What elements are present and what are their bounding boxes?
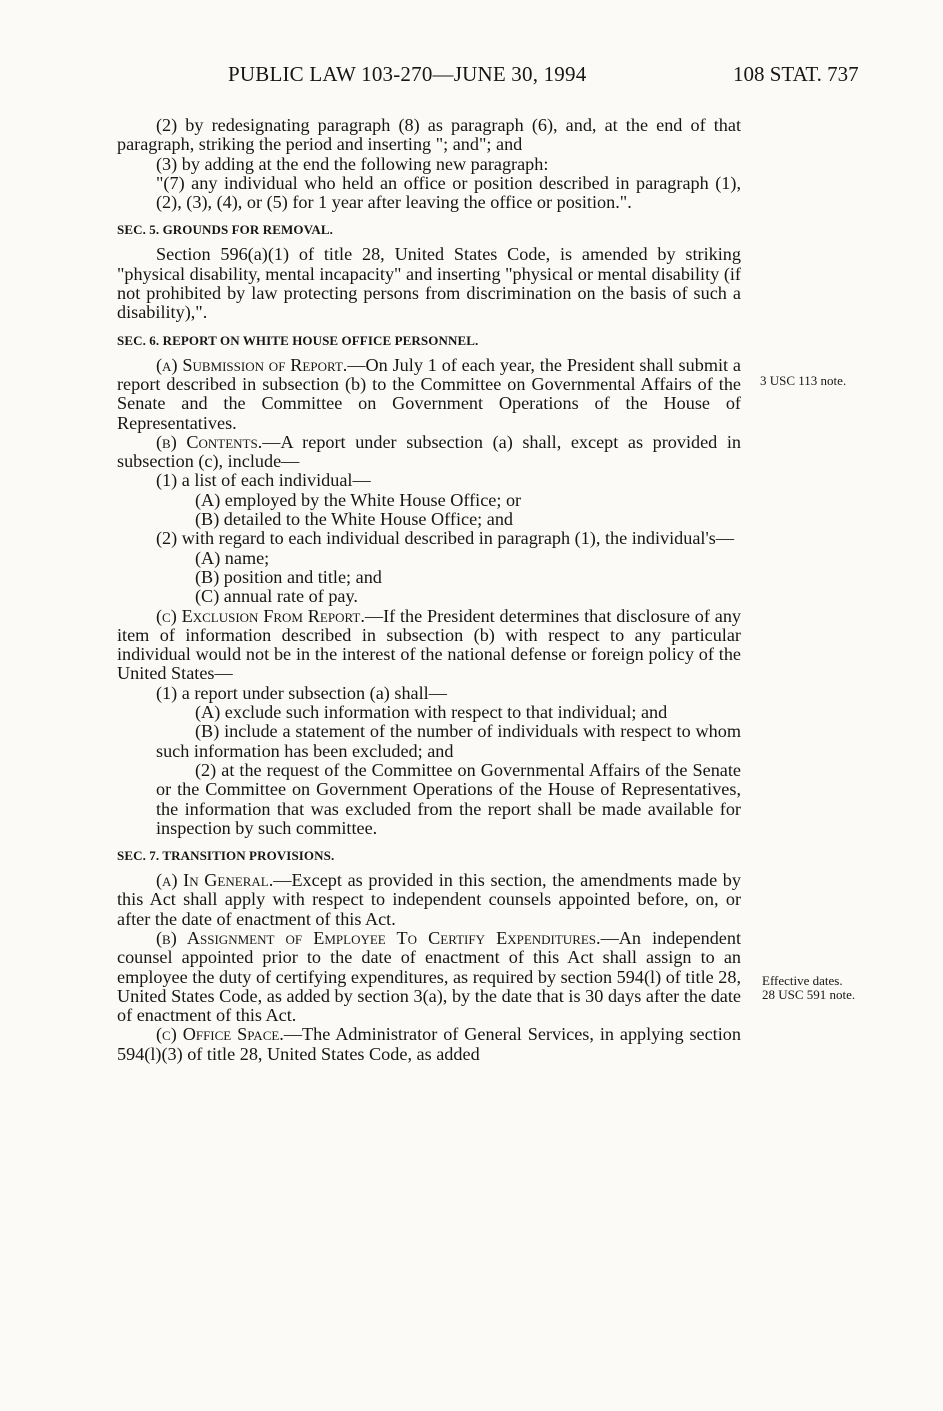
margin-note-sec7 — [762, 974, 855, 1002]
section-heading-5: SEC. 5. GROUNDS FOR REMOVAL. — [117, 222, 333, 238]
margin-note-usc: 28 USC 591 note. — [762, 987, 856, 1002]
section-7c-text: —The Administrator of General Services, in applying section 594(l)(3) of title 28, United States Code, as added — [117, 1024, 741, 1064]
subsection-c-text: —If the President determines that disclosure of any item of information described in subsection (b) with respect to any particular individual would not be in the interest of the national defense or foreign policy of the United States— — [117, 605, 742, 684]
subsection-b-text: —A report under subsection (a) shall, except as provided in subsection (c), include— — [117, 431, 741, 472]
subsection-b — [117, 433, 741, 472]
statute-page-number: 108 STAT. 737 — [733, 62, 859, 86]
subparagraph-b2C: (C) annual rate of pay. — [195, 586, 358, 607]
section-7b-label: (b) Assignment of Employee To Certify Expenditures. — [156, 927, 601, 948]
subparagraph-b2A: (A) name; — [195, 547, 270, 568]
section-heading-6: SEC. 6. REPORT ON WHITE HOUSE OFFICE PERSONNEL. — [117, 332, 479, 348]
page-header — [0, 62, 943, 96]
paragraph-c1: (1) a report under subsection (a) shall— — [156, 682, 447, 703]
section-7b-text: —An independent counsel appointed prior to the date of enactment of this Act shall assign to an employee the duty of certifying expenditures, as required by section 594(l) of title 28, United States Code, as added by section 3(a), by the date that is 30 days after the date of enactment of this Act. — [117, 927, 742, 1026]
paragraph — [117, 174, 741, 213]
subsection-a — [117, 356, 741, 433]
subsection-b-label: (b) Contents. — [156, 431, 263, 452]
section-7-subsection-b — [117, 929, 741, 1025]
subparagraph-b2B: (B) position and title; and — [195, 566, 382, 587]
quoted-paragraph-7: "(7) any individual who held an office or position described in paragraph (1), (2), (3), (4), or (5) for 1 year after leaving the office or position.". — [156, 172, 741, 213]
subparagraph-b1B: (B) detailed to the White House Office; and — [195, 509, 514, 530]
paragraph-b1: (1) a list of each individual— — [156, 470, 371, 491]
subsection-c-label: (c) Exclusion From Report. — [156, 605, 365, 626]
section-7a-label: (a) In General. — [156, 870, 274, 891]
section-5-body: Section 596(a)(1) of title 28, United States Code, is amended by striking "physical disability, mental incapacity" and inserting "physical or mental disability (if not prohibited by law protecting persons from discrimination on the basis of such a disability),". — [117, 244, 741, 323]
paragraph: (3) by adding at the end the following new paragraph: — [156, 153, 549, 174]
subsection-c — [117, 607, 741, 684]
section-7-subsection-c — [117, 1025, 741, 1064]
subsection-a-label: (a) Submission of Report. — [156, 354, 348, 375]
paragraph-c2: (2) at the request of the Committee on Governmental Affairs of the Senate or the Committee on Government Operations of the House of Representatives, the information that was excluded from the report shall be made available for inspection by such committee. — [156, 759, 741, 838]
margin-note-effective-dates: Effective dates. — [762, 973, 843, 988]
margin-note-sec6: 3 USC 113 note. — [760, 373, 847, 388]
subparagraph-c1A: (A) exclude such information with respect to that individual; and — [195, 702, 668, 723]
running-head-title: PUBLIC LAW 103-270—JUNE 30, 1994 — [228, 62, 587, 86]
document-body — [117, 116, 741, 1064]
section-7a-text: —Except as provided in this section, the amendments made by this Act shall apply with respect to independent counsels appointed before, on, or after the date of enactment of this Act. — [117, 870, 741, 929]
paragraph-b2: (2) with regard to each individual described in paragraph (1), the individual's— — [156, 528, 735, 549]
subsection-a-text: —On July 1 of each year, the President shall submit a report described in subsection (b) to the Committee on Governmental Affairs of the Senate and the Committee on Government Operations of the House of Representatives. — [117, 354, 741, 433]
subparagraph-b1A: (A) employed by the White House Office; or — [195, 489, 522, 510]
subparagraph-c1B: (B) include a statement of the number of individuals with respect to whom such information has been excluded; and — [156, 721, 741, 761]
section-7-subsection-a — [117, 871, 741, 929]
section-7c-label: (c) Office Space. — [156, 1024, 284, 1045]
section-heading-7: SEC. 7. TRANSITION PROVISIONS. — [117, 848, 335, 864]
paragraph: (2) by redesignating paragraph (8) as paragraph (6), and, at the end of that paragraph, striking the period and inserting "; and"; and — [117, 115, 741, 155]
